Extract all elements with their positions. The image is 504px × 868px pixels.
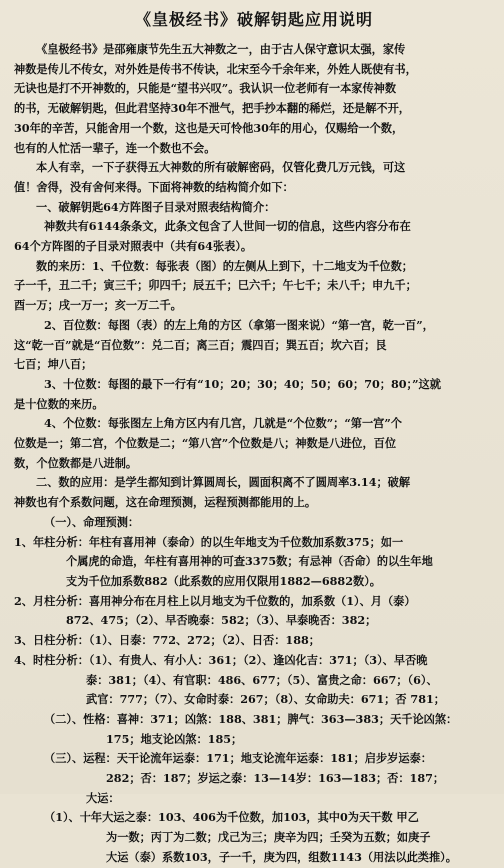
text-line: 无诀也是打不开神数的，只能是“望书兴叹”。我认识一位老师有一本家传神数 — [14, 81, 397, 96]
text-line: 282；否：187；岁运之泰：13—14岁：163—183；否：187； — [106, 771, 445, 786]
text-line: 值！舍得，没有舍何来得。下面将神数的结构简介如下： — [14, 179, 294, 194]
text-line: 位数是一；第二宫，个位数是二；“第八宫”个位数是八；神数是八进位，百位 — [14, 436, 397, 451]
text-line: （一）、命理预测： — [44, 514, 140, 529]
text-line: 大运： — [86, 790, 120, 805]
text-line: 《皇极经书》是邵雍康节先生五大神数之一，由于古人保守意识太强，家传 — [36, 42, 406, 56]
page-title: 《皇极经书》破解钥匙应用说明 — [134, 10, 373, 29]
text-line: 二、数的应用：是学生都知到计算圆周长，圆面积离不了圆周率3.14；破解 — [36, 475, 411, 490]
text-line: 个属虎的命造，年柱有喜用神的可查3375数；有忌神（否命）的以生年地 — [66, 554, 433, 569]
text-line: 本人有幸，一下子获得五大神数的所有破解密码，仅管化费几万元钱，可这 — [36, 160, 406, 175]
text-line: 一、破解钥匙64方阵图子目录对照表结构简介： — [36, 199, 276, 214]
text-line: 175；地支论凶煞：185； — [106, 731, 243, 746]
text-line: 也有的人忙活一辈子，连一个数也不会。 — [14, 140, 216, 155]
text-line: 数，个位数都是八进制。 — [14, 455, 138, 470]
text-line: 是十位数的来历。 — [14, 396, 104, 411]
text-line: 1、年柱分析：年柱有喜用神（泰命）的以生年地支为千位数加系数375；如一 — [14, 534, 404, 549]
text-line: 数的来历：1、千位数：每张表（图）的左侧从上到下，十二地支为千位数； — [36, 258, 413, 273]
text-line: 泰：381；（4）、有官职：486、677；（5）、富贵之命：667；（6）、 — [86, 672, 438, 687]
text-line: 4、个位数：每张图左上角方区内有几宫，几就是“个位数”；“第一宫”个 — [44, 416, 402, 431]
text-line: 神数是传儿不传女，对外姓是传书不传诀，北宋至今千余年来，外姓人既使有书， — [14, 61, 417, 76]
text-line: 3、十位数：每图的最下一行有“10；20；30；40；50；60；70；80；”这就 — [44, 376, 441, 391]
text-line: 支为千位加系数882（此系数的应用仅限用1882—6882数）。 — [66, 573, 381, 588]
text-line: 4、时柱分析：（1）、有贵人、有小人：361；（2）、逢凶化吉：371；（3）、早否晚 — [14, 652, 428, 667]
text-line: 30年的辛苦，只能舍用一个数，这也是天可怜他30年的用心，仅赐给一个数， — [14, 120, 404, 135]
text-line: （三）、运程：天干论流年运泰：171；地支论流年运泰：181；启步岁运泰： — [44, 751, 432, 766]
text-line: 酉一万；戌一万一；亥一万二千。 — [14, 298, 182, 313]
text-line: 大运（泰）系数103，子一千，庚为四，组数1143（用法以此类推）。 — [106, 849, 457, 864]
text-line: 872、475；（2）、早否晚泰：582；（3）、早泰晚否：382； — [66, 613, 377, 628]
text-line: 2、月柱分析：喜用神分布在月柱上以月地支为千位数的，加系数（1）、月（泰） — [14, 593, 416, 608]
text-line: 的书，无破解钥匙，但此君坚持30年不泄气，把手抄本翻的稀烂，还是解不开， — [14, 101, 410, 116]
text-line: 神数共有6144条条文，此条文包含了人世间一切的信息，这些内容分布在 — [44, 219, 411, 234]
text-line: 子一千，丑二千；寅三千；卯四千；辰五千；巳六千；午七千；未八千；申九千； — [14, 278, 417, 293]
text-line: 2、百位数：每图（表）的左上角的方区（拿第一图来说）“第一宫，乾一百”， — [44, 317, 434, 332]
text-line: （1）、十年大运之泰：103、406为千位数，加103，其中0为天干数 甲乙 — [44, 810, 419, 825]
document-body — [14, 40, 494, 868]
text-line: 七百；坤八百； — [14, 357, 93, 372]
text-line: 武官：777；（7）、女命时泰：267；（8）、女命助夫：671；否 781； — [86, 692, 445, 707]
text-line: 64个方阵图的子目录对照表中（共有64张表）。 — [14, 239, 253, 254]
text-line: 为一数；丙丁为二数；戊己为三；庚辛为四；壬癸为五数；如庚子 — [106, 830, 431, 845]
text-line: 这“乾一百”就是“百位数”：兑二百；离三百；震四百；巽五百；坎六百；艮 — [14, 337, 387, 352]
text-line: 神数也有个系数问题，这在命理预测，运程预测都能用的上。 — [14, 495, 317, 510]
text-line: 3、日柱分析：（1）、日泰：772、272；（2）、日否：188； — [14, 633, 320, 648]
text-line: （二）、性格：喜神：371；凶煞：188、381；脾气：363—383；天千论凶煞： — [44, 711, 458, 726]
